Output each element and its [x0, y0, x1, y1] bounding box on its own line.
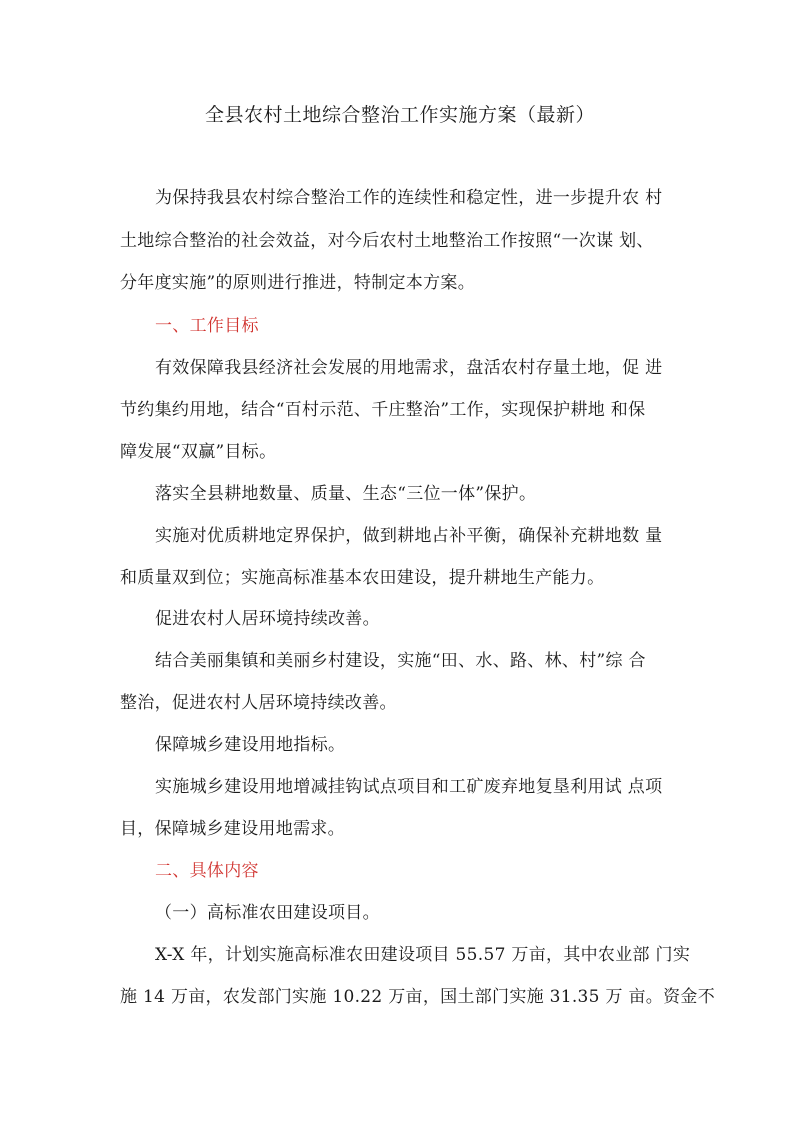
- paragraph-line: 目，保障城乡建设用地需求。: [120, 819, 345, 839]
- paragraph-line: 落实全县耕地数量、质量、生态“三位一体”保护。: [155, 484, 537, 504]
- paragraph-line: 实施城乡建设用地增减挂钩试点项目和工矿废弃地复垦利用试 点项: [155, 777, 663, 797]
- paragraph-line: 结合美丽集镇和美丽乡村建设，实施“田、水、路、林、村”综 合: [155, 651, 646, 671]
- paragraph-line: 促进农村人居环境持续改善。: [155, 609, 380, 629]
- document-title: 全县农村土地综合整治工作实施方案（最新）: [204, 104, 595, 126]
- paragraph-line: 为保持我县农村综合整治工作的连续性和稳定性，进一步提升农 村: [155, 188, 663, 208]
- paragraph-line: 分年度实施”的原则进行推进，特制定本方案。: [120, 273, 475, 293]
- paragraph-line: X-X 年，计划实施高标准农田建设项目 55.57 万亩，其中农业部 门实: [155, 945, 691, 965]
- paragraph-line: 有效保障我县经济社会发展的用地需求，盘活农村存量土地，促 进: [155, 358, 663, 378]
- section-heading: 一、工作目标: [155, 316, 259, 336]
- paragraph-line: 障发展“双赢”目标。: [120, 442, 277, 462]
- paragraph-line: 施 14 万亩，农发部门实施 10.22 万亩，国土部门实施 31.35 万 亩。资金不: [120, 987, 715, 1007]
- paragraph-line: 节约集约用地，结合“百村示范、千庄整治”工作，实现保护耕地 和保: [120, 400, 646, 420]
- paragraph-line: 和质量双到位；实施高标准基本农田建设，提升耕地生产能力。: [120, 568, 605, 588]
- subsection-heading: （一）高标准农田建设项目。: [155, 903, 380, 923]
- paragraph-line: 实施对优质耕地定界保护，做到耕地占补平衡，确保补充耕地数 量: [155, 526, 663, 546]
- paragraph-line: 整治，促进农村人居环境持续改善。: [120, 693, 397, 713]
- paragraph-line: 土地综合整治的社会效益，对今后农村土地整治工作按照“一次谋 划、: [120, 231, 654, 251]
- section-heading: 二、具体内容: [155, 861, 259, 881]
- paragraph-line: 保障城乡建设用地指标。: [155, 735, 346, 755]
